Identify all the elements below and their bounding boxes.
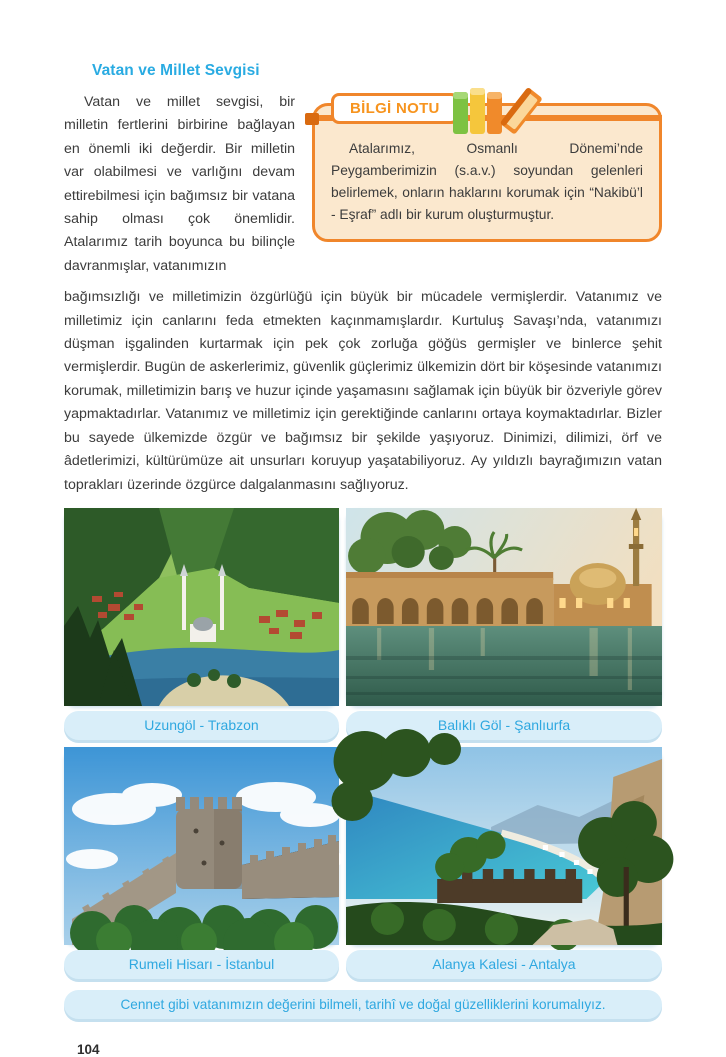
alanya-castle-photo <box>346 747 662 945</box>
photo-caption: Rumeli Hisarı - İstanbul <box>64 950 339 979</box>
gallery-figure <box>346 508 662 747</box>
gallery-figure <box>64 508 339 747</box>
info-note-box <box>312 100 662 242</box>
photo-caption: Alanya Kalesi - Antalya <box>346 950 662 979</box>
photo-gallery <box>64 508 662 986</box>
page-title: Vatan ve Millet Sevgisi <box>92 62 260 79</box>
info-note-label: BİLGİ NOTU <box>331 93 459 124</box>
page-number: 104 <box>77 1041 100 1057</box>
photo-caption: Uzungöl - Trabzon <box>64 711 339 740</box>
books-icon <box>451 82 551 138</box>
intro-paragraph: Vatan ve millet sevgisi, bir milletin fertlerini birbirine bağlayan en önemli iki değerdir. Bir milletin var olabilmesi ve varlığını devam ettirebilmesi için bağımsız bir vatana sahip olması çok önemlidir. Atalarımız tarih boyunca bu bilinçle davranmışlar, vatanımızın <box>64 94 295 274</box>
rumeli-fortress-photo <box>64 747 339 945</box>
balikli-gol-photo <box>346 508 662 706</box>
summary-note: Cennet gibi vatanımızın değerini bilmeli, tarihî ve doğal güzelliklerini korumalıyız. <box>64 990 662 1019</box>
gallery-figure <box>346 747 662 986</box>
uzungol-lake-photo <box>64 508 339 706</box>
intro-section <box>64 91 662 278</box>
gallery-figure <box>64 747 339 986</box>
intro-column <box>64 91 295 278</box>
info-note-text: Atalarımız, Osmanlı Dönemi’nde Peygamberimizin (s.a.v.) soyundan gelenleri belirlemek, onların haklarını korumak için “Nakibü’l - Eşraf” adlı bir kurum oluşturmuştur. <box>331 141 643 222</box>
body-paragraph: bağımsızlığı ve milletimizin özgürlüğü için büyük bir mücadele vermişlerdir. Vatanımız ve milletimiz için canlarını feda etmekten kaçınmamışlardır. Kurtuluş Savaşı’nda, vatanımızı düşman işgalinden kurtarmak için pek çok zorluğa göğüs germişler ve binlerce şehit vermişlerdir. Bugün de askerlerimiz, güvenlik güçlerimiz ülkemizin dört bir köşesinde vatanımızı korumak, milletimizin barış ve huzur içinde yaşamasını sağlamak için büyük bir özveriyle görev yapmaktadırlar. Vatanımız ve milletimiz için gerektiğinde canlarını ortaya koymaktadırlar. Bizler bu sayede ülkemizde özgür ve bağımsız bir şekilde yaşıyoruz. Dinimizi, dilimizi, örf ve âdetlerimizi, kültürümüze ait unsurları koruyup yaşatabiliyoruz. Ay yıldızlı bayrağımızın vatan toprakları üzerinde özgürce dalgalanmasını sağlıyoruz. <box>64 289 662 493</box>
note-ribbon-fold <box>305 113 319 125</box>
photo-caption: Balıklı Göl - Şanlıurfa <box>346 711 662 740</box>
